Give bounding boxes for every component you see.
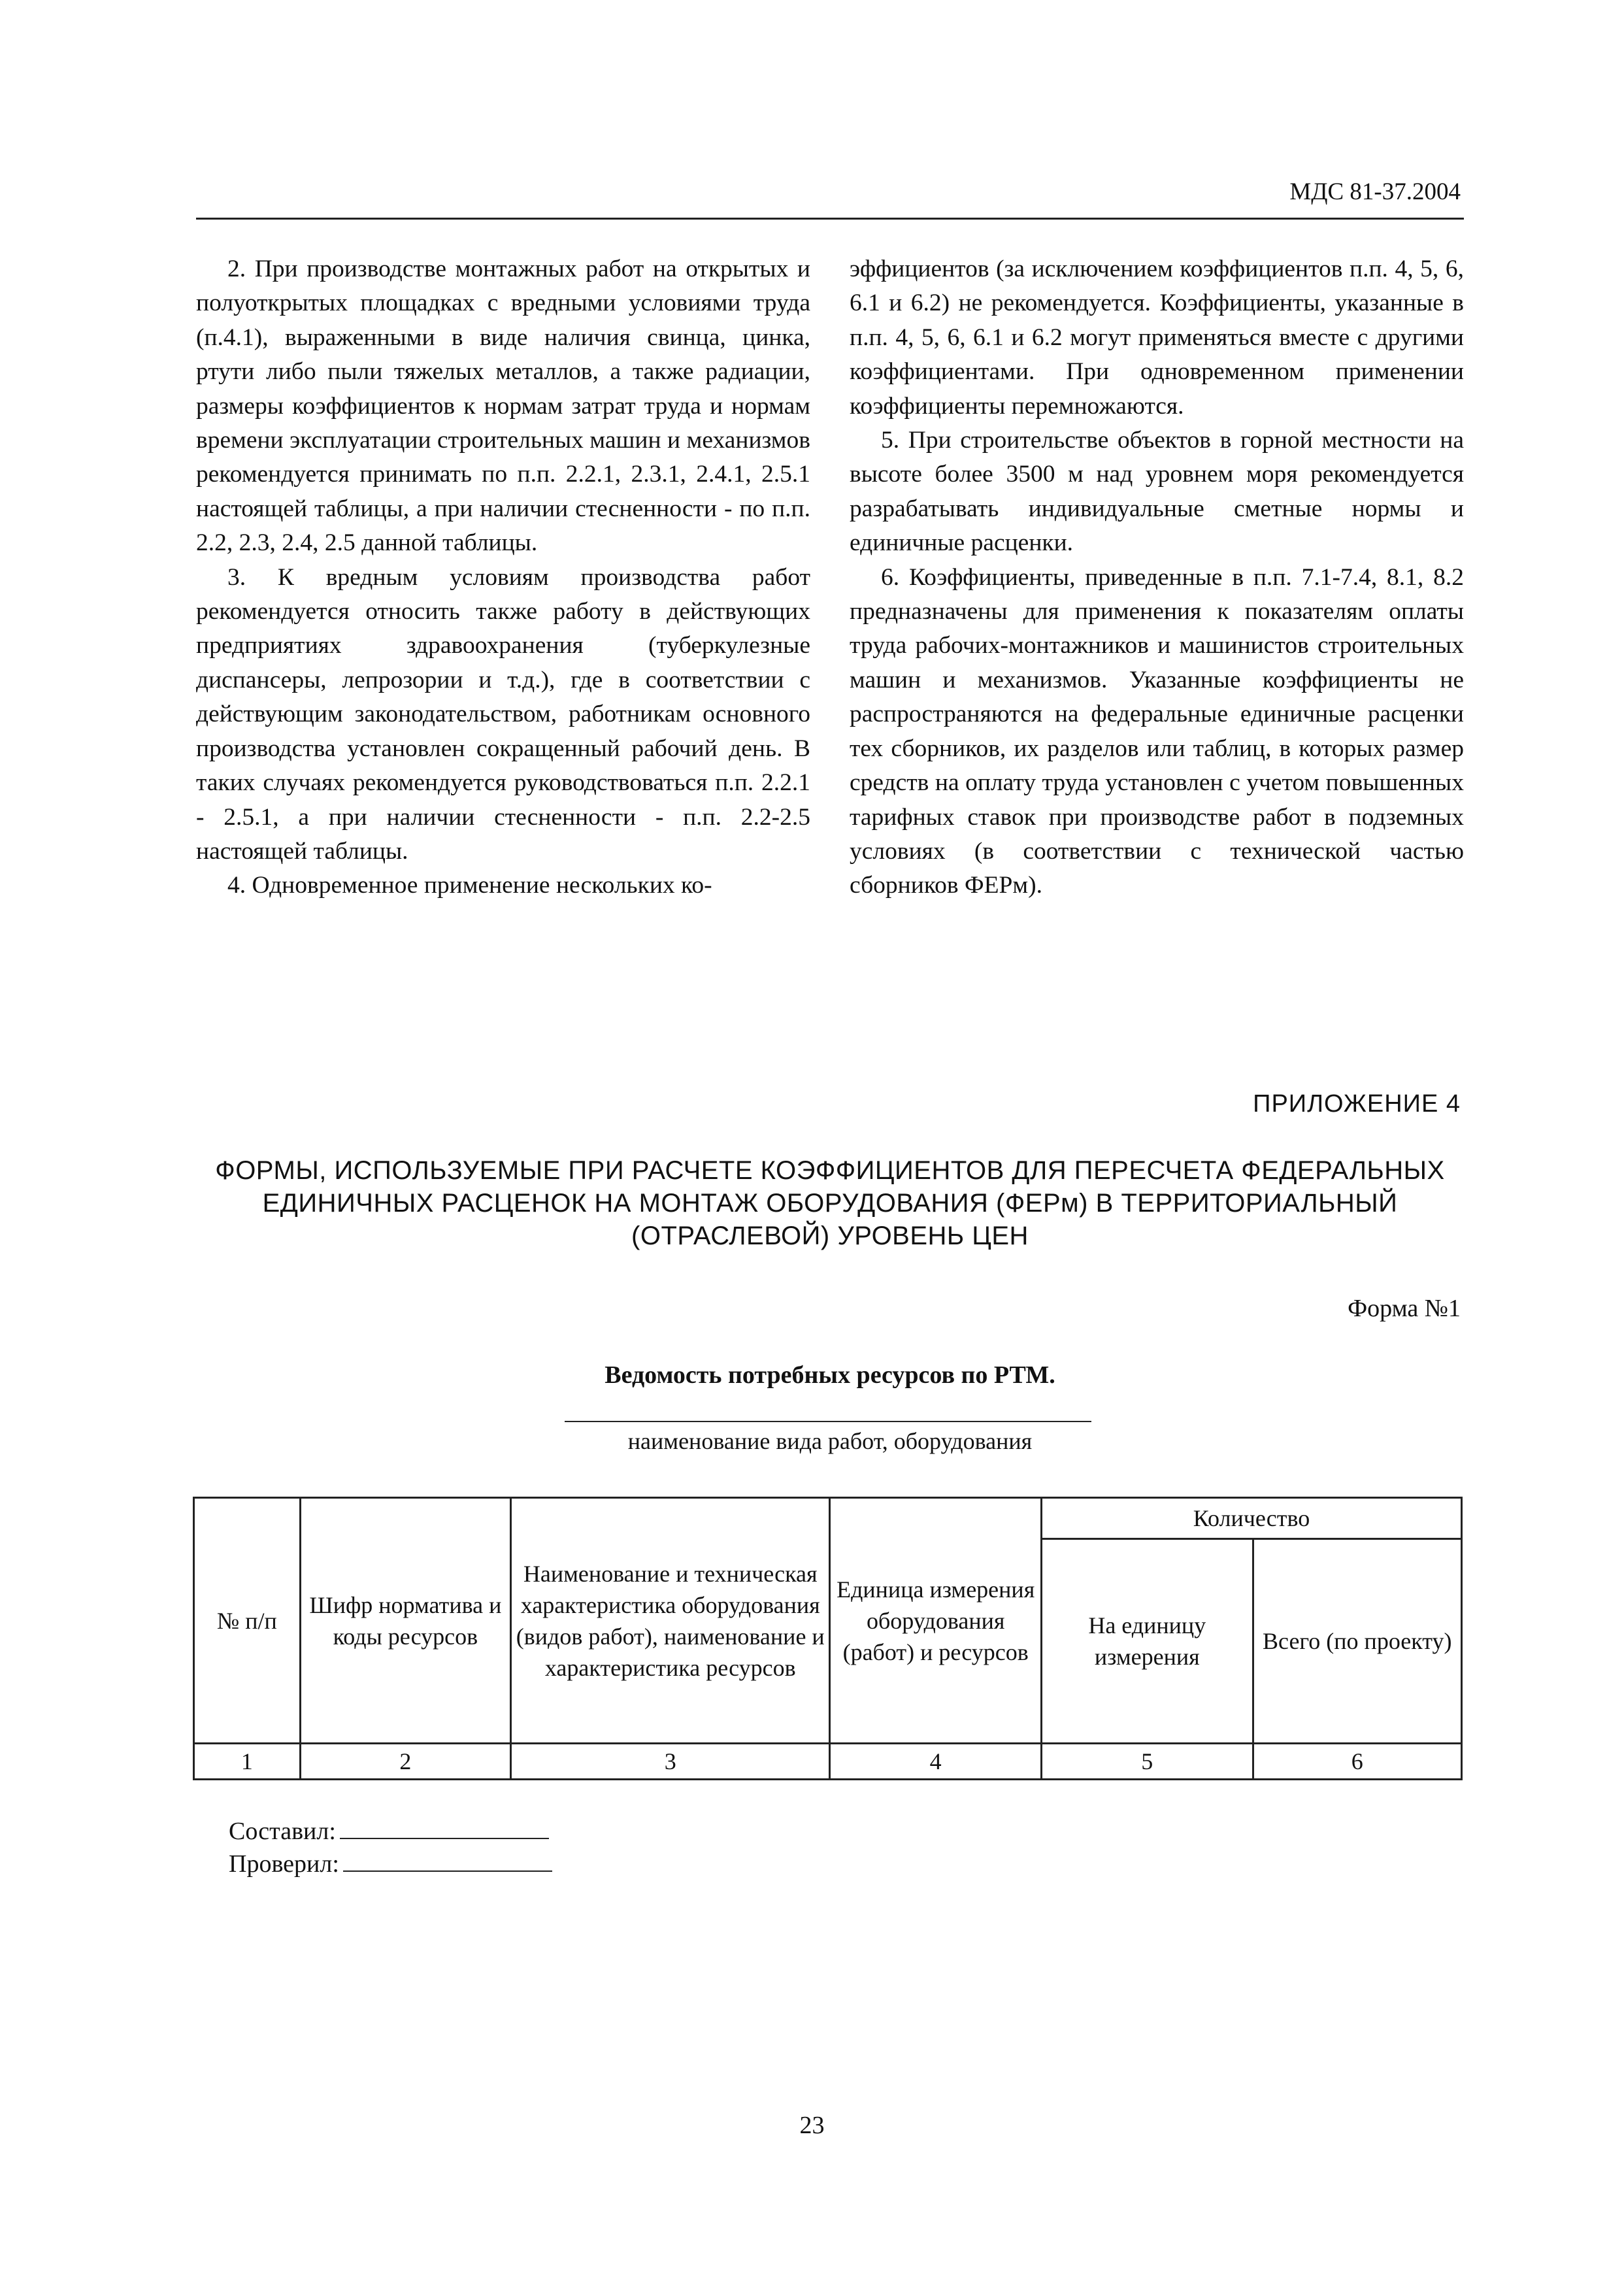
header-name: Наименование и техническая характеристика оборудования (видов работ), наименование и характеристика ресурсов [511, 1498, 830, 1744]
table-row [194, 1744, 1462, 1780]
paragraph-4-start: 4. Одновременное применение нескольких ко- [227, 872, 712, 899]
header-per-unit: На единицу измерения [1042, 1539, 1253, 1744]
name-caption: наименование вида работ, оборудования [627, 1428, 1033, 1454]
compiled-by-label: Составил: [229, 1818, 336, 1845]
appendix-title-line-3: (ОТРАСЛЕВОЙ) УРОВЕНЬ ЦЕН [631, 1222, 1029, 1250]
column-number-6: 6 [1253, 1744, 1461, 1780]
appendix-title [196, 1154, 1464, 1252]
column-number-4: 4 [830, 1744, 1042, 1780]
document-code: МДС 81-37.2004 [1289, 178, 1461, 205]
right-text-column [850, 252, 1464, 903]
paragraph-4-continued: эффициентов (за исключением коэффициентов п.п. 4, 5, 6, 6.1 и 6.2) не рекомендуется. Коэффициенты, указанные в п.п. 4, 5, 6, 6.1 и 6.2 могут применяться вместе с другими коэффициентами. При одновременном применении коэффициенты перемножаются. [850, 256, 1464, 420]
header-quantity-group: Количество [1042, 1498, 1462, 1539]
compiled-by [229, 1817, 549, 1846]
paragraph-2: 2. При производстве монтажных работ на открытых и полуоткрытых площадках с вредными условиями труда (п.4.1), выраженными в виде наличия свинца, цинка, ртути либо пыли тяжелых металлов, а также радиации, размеры коэффициентов к нормам затрат труда и нормам времени эксплуатации строительных машин и механизмов рекомендуется принимать по п.п. 2.2.1, 2.3.1, 2.4.1, 2.5.1 настоящей таблицы, а при наличии стесненности - по п.п. 2.2, 2.3, 2.4, 2.5 данной таблицы. [196, 256, 810, 557]
paragraph-3: 3. К вредным условиям производства работ рекомендуется относить также работу в действующих предприятиях здравоохранения (туберкулезные диспансеры, лепрозории и т.д.), где в соответствии с действующим законодательством, работникам основного производства установлен сокращенный рабочий день. В таких случаях рекомендуется руководствоваться п.п. 2.2.1 - 2.5.1, а при наличии стесненности - п.п. 2.2-2.5 настоящей таблицы. [196, 563, 810, 865]
column-number-2: 2 [300, 1744, 511, 1780]
name-fill-line [565, 1421, 1091, 1422]
checked-by-line [343, 1851, 552, 1872]
form-number: Форма №1 [1348, 1295, 1461, 1322]
left-text-column [196, 252, 810, 903]
checked-by [229, 1850, 552, 1878]
column-number-1: 1 [194, 1744, 301, 1780]
paragraph-5: 5. При строительстве объектов в горной местности на высоте более 3500 м над уровнем моря рекомендуется разрабатывать индивидуальные сметные нормы и единичные расценки. [850, 427, 1464, 557]
header-unit: Единица измерения оборудования (работ) и ресурсов [830, 1498, 1042, 1744]
appendix-title-line-2: ЕДИНИЧНЫХ РАСЦЕНОК НА МОНТАЖ ОБОРУДОВАНИЯ (ФЕРм) В ТЕРРИТОРИАЛЬНЫЙ [262, 1189, 1398, 1218]
header-divider [196, 218, 1464, 220]
appendix-title-line-1: ФОРМЫ, ИСПОЛЬЗУЕМЫЕ ПРИ РАСЧЕТЕ КОЭФФИЦИЕНТОВ ДЛЯ ПЕРЕСЧЕТА ФЕДЕРАЛЬНЫХ [215, 1156, 1445, 1185]
page-number: 23 [799, 2112, 825, 2139]
paragraph-6: 6. Коэффициенты, приведенные в п.п. 7.1-7.4, 8.1, 8.2 предназначены для применения к показателям оплаты труда рабочих-монтажников и машинистов строительных машин и механизмов. Указанные коэффициенты не распространяются на федеральные единичные расценки тех сборников, их разделов или таблиц, в которых размер средств на оплату труда установлен с учетом повышенных тарифных ставок при производстве работ в подземных условиях (в соответствии с технической частью сборников ФЕРм). [850, 563, 1464, 899]
sheet-title: Ведомость потребных ресурсов по РТМ. [605, 1361, 1055, 1389]
compiled-by-line [340, 1818, 549, 1839]
appendix-label: ПРИЛОЖЕНИЕ 4 [1253, 1090, 1461, 1118]
column-number-3: 3 [511, 1744, 830, 1780]
header-total: Всего (по проекту) [1253, 1539, 1461, 1744]
checked-by-label: Проверил: [229, 1850, 339, 1878]
column-number-5: 5 [1042, 1744, 1253, 1780]
resources-table [193, 1497, 1463, 1780]
header-row-number: № п/п [194, 1498, 301, 1744]
header-code: Шифр норматива и коды ресурсов [300, 1498, 511, 1744]
